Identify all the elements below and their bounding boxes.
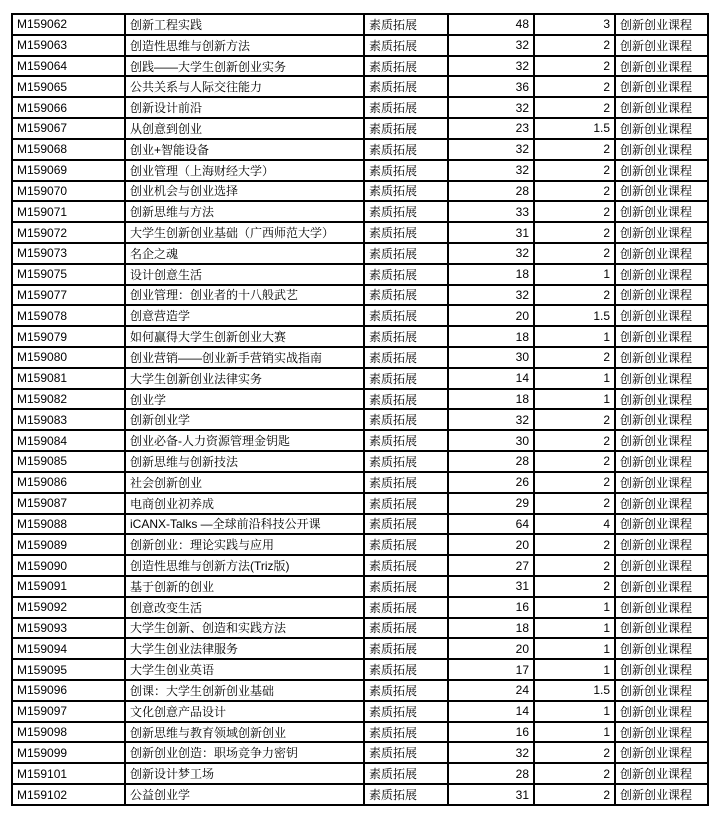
course-type-cell: 创新创业课程 (615, 409, 708, 430)
credits-cell: 1 (534, 638, 615, 659)
hours-cell: 17 (448, 659, 534, 680)
credits-cell: 1 (534, 389, 615, 410)
table-row (12, 722, 708, 743)
category-cell: 素质拓展 (364, 285, 448, 306)
hours-cell: 26 (448, 472, 534, 493)
category-cell: 素质拓展 (364, 181, 448, 202)
credits-cell: 2 (534, 430, 615, 451)
category-cell: 素质拓展 (364, 430, 448, 451)
table-row (12, 576, 708, 597)
hours-cell: 31 (448, 576, 534, 597)
hours-cell: 64 (448, 514, 534, 535)
category-cell: 素质拓展 (364, 493, 448, 514)
category-cell: 素质拓展 (364, 514, 448, 535)
course-type-cell: 创新创业课程 (615, 139, 708, 160)
course-code-cell: M159063 (12, 35, 125, 56)
category-cell: 素质拓展 (364, 97, 448, 118)
course-code-cell: M159086 (12, 472, 125, 493)
course-type-cell: 创新创业课程 (615, 784, 708, 805)
course-code-cell: M159069 (12, 160, 125, 181)
course-type-cell: 创新创业课程 (615, 97, 708, 118)
credits-cell: 1 (534, 597, 615, 618)
table-row (12, 326, 708, 347)
credits-cell: 2 (534, 285, 615, 306)
credits-cell: 2 (534, 243, 615, 264)
category-cell: 素质拓展 (364, 14, 448, 35)
course-code-cell: M159101 (12, 763, 125, 784)
course-code-cell: M159094 (12, 638, 125, 659)
credits-cell: 2 (534, 201, 615, 222)
hours-cell: 30 (448, 430, 534, 451)
category-cell: 素质拓展 (364, 56, 448, 77)
course-name-cell: 创造性思维与创新方法(Triz版) (125, 555, 364, 576)
category-cell: 素质拓展 (364, 160, 448, 181)
credits-cell: 2 (534, 222, 615, 243)
credits-cell: 1.5 (534, 118, 615, 139)
table-row (12, 243, 708, 264)
course-name-cell: 公共关系与人际交往能力 (125, 76, 364, 97)
course-code-cell: M159077 (12, 285, 125, 306)
course-type-cell: 创新创业课程 (615, 201, 708, 222)
credits-cell: 2 (534, 97, 615, 118)
course-type-cell: 创新创业课程 (615, 701, 708, 722)
course-type-cell: 创新创业课程 (615, 118, 708, 139)
category-cell: 素质拓展 (364, 597, 448, 618)
hours-cell: 32 (448, 97, 534, 118)
hours-cell: 18 (448, 389, 534, 410)
course-name-cell: 创新创业：理论实践与应用 (125, 534, 364, 555)
course-type-cell: 创新创业课程 (615, 368, 708, 389)
course-code-cell: M159096 (12, 680, 125, 701)
course-code-cell: M159092 (12, 597, 125, 618)
course-type-cell: 创新创业课程 (615, 35, 708, 56)
hours-cell: 14 (448, 701, 534, 722)
course-code-cell: M159070 (12, 181, 125, 202)
hours-cell: 28 (448, 451, 534, 472)
course-name-cell: 大学生创新创业基础（广西师范大学） (125, 222, 364, 243)
category-cell: 素质拓展 (364, 472, 448, 493)
credits-cell: 1 (534, 264, 615, 285)
credits-cell: 2 (534, 555, 615, 576)
table-row (12, 472, 708, 493)
hours-cell: 20 (448, 305, 534, 326)
course-code-cell: M159089 (12, 534, 125, 555)
course-type-cell: 创新创业课程 (615, 514, 708, 535)
course-name-cell: 如何赢得大学生创新创业大赛 (125, 326, 364, 347)
course-type-cell: 创新创业课程 (615, 264, 708, 285)
credits-cell: 2 (534, 347, 615, 368)
hours-cell: 18 (448, 264, 534, 285)
category-cell: 素质拓展 (364, 35, 448, 56)
course-name-cell: 创业+智能设备 (125, 139, 364, 160)
credits-cell: 4 (534, 514, 615, 535)
course-name-cell: 社会创新创业 (125, 472, 364, 493)
category-cell: 素质拓展 (364, 576, 448, 597)
category-cell: 素质拓展 (364, 659, 448, 680)
credits-cell: 2 (534, 493, 615, 514)
table-row (12, 35, 708, 56)
course-name-cell: 创业管理（上海财经大学） (125, 160, 364, 181)
course-code-cell: M159072 (12, 222, 125, 243)
hours-cell: 32 (448, 409, 534, 430)
course-code-cell: M159081 (12, 368, 125, 389)
category-cell: 素质拓展 (364, 368, 448, 389)
hours-cell: 32 (448, 160, 534, 181)
hours-cell: 31 (448, 784, 534, 805)
course-type-cell: 创新创业课程 (615, 347, 708, 368)
credits-cell: 2 (534, 409, 615, 430)
table-row (12, 659, 708, 680)
hours-cell: 16 (448, 597, 534, 618)
credits-cell: 2 (534, 451, 615, 472)
table-row (12, 347, 708, 368)
course-type-cell: 创新创业课程 (615, 576, 708, 597)
course-name-cell: 创新思维与教育领域创新创业 (125, 722, 364, 743)
hours-cell: 32 (448, 56, 534, 77)
course-code-cell: M159097 (12, 701, 125, 722)
table-row (12, 222, 708, 243)
course-table (11, 13, 709, 806)
course-name-cell: 创新设计前沿 (125, 97, 364, 118)
table-row (12, 597, 708, 618)
hours-cell: 32 (448, 243, 534, 264)
course-type-cell: 创新创业课程 (615, 326, 708, 347)
hours-cell: 36 (448, 76, 534, 97)
course-code-cell: M159064 (12, 56, 125, 77)
table-row (12, 14, 708, 35)
course-code-cell: M159102 (12, 784, 125, 805)
hours-cell: 20 (448, 638, 534, 659)
table-row (12, 451, 708, 472)
course-type-cell: 创新创业课程 (615, 243, 708, 264)
category-cell: 素质拓展 (364, 742, 448, 763)
course-name-cell: 创造性思维与创新方法 (125, 35, 364, 56)
credits-cell: 1.5 (534, 305, 615, 326)
course-name-cell: 创新思维与方法 (125, 201, 364, 222)
course-name-cell: 电商创业初养成 (125, 493, 364, 514)
category-cell: 素质拓展 (364, 534, 448, 555)
course-type-cell: 创新创业课程 (615, 597, 708, 618)
course-name-cell: 创业必备-人力资源管理金钥匙 (125, 430, 364, 451)
course-name-cell: 创新设计梦工场 (125, 763, 364, 784)
category-cell: 素质拓展 (364, 555, 448, 576)
course-name-cell: 创业机会与创业选择 (125, 181, 364, 202)
course-name-cell: 创践——大学生创新创业实务 (125, 56, 364, 77)
table-row (12, 514, 708, 535)
course-type-cell: 创新创业课程 (615, 14, 708, 35)
category-cell: 素质拓展 (364, 347, 448, 368)
table-row (12, 680, 708, 701)
table-row (12, 784, 708, 805)
hours-cell: 32 (448, 139, 534, 160)
hours-cell: 33 (448, 201, 534, 222)
category-cell: 素质拓展 (364, 305, 448, 326)
credits-cell: 2 (534, 784, 615, 805)
course-name-cell: 大学生创新创业法律实务 (125, 368, 364, 389)
credits-cell: 1 (534, 326, 615, 347)
course-type-cell: 创新创业课程 (615, 285, 708, 306)
course-name-cell: 创新思维与创新技法 (125, 451, 364, 472)
table-row (12, 763, 708, 784)
course-code-cell: M159078 (12, 305, 125, 326)
table-row (12, 368, 708, 389)
category-cell: 素质拓展 (364, 638, 448, 659)
course-type-cell: 创新创业课程 (615, 451, 708, 472)
course-code-cell: M159099 (12, 742, 125, 763)
hours-cell: 27 (448, 555, 534, 576)
course-name-cell: 创新创业创造：职场竞争力密钥 (125, 742, 364, 763)
category-cell: 素质拓展 (364, 139, 448, 160)
credits-cell: 1 (534, 368, 615, 389)
credits-cell: 2 (534, 35, 615, 56)
credits-cell: 2 (534, 742, 615, 763)
category-cell: 素质拓展 (364, 409, 448, 430)
table-row (12, 264, 708, 285)
course-code-cell: M159075 (12, 264, 125, 285)
course-type-cell: 创新创业课程 (615, 160, 708, 181)
hours-cell: 30 (448, 347, 534, 368)
course-type-cell: 创新创业课程 (615, 742, 708, 763)
course-name-cell: 从创意到创业 (125, 118, 364, 139)
course-code-cell: M159093 (12, 618, 125, 639)
credits-cell: 1 (534, 659, 615, 680)
course-type-cell: 创新创业课程 (615, 56, 708, 77)
course-table-body (12, 14, 708, 805)
table-row (12, 534, 708, 555)
table-row (12, 430, 708, 451)
course-type-cell: 创新创业课程 (615, 181, 708, 202)
table-row (12, 56, 708, 77)
table-row (12, 139, 708, 160)
credits-cell: 2 (534, 763, 615, 784)
course-type-cell: 创新创业课程 (615, 763, 708, 784)
course-code-cell: M159084 (12, 430, 125, 451)
course-name-cell: 公益创业学 (125, 784, 364, 805)
course-name-cell: 大学生创新、创造和实践方法 (125, 618, 364, 639)
category-cell: 素质拓展 (364, 222, 448, 243)
table-row (12, 742, 708, 763)
hours-cell: 31 (448, 222, 534, 243)
category-cell: 素质拓展 (364, 264, 448, 285)
course-type-cell: 创新创业课程 (615, 493, 708, 514)
course-code-cell: M159062 (12, 14, 125, 35)
table-row (12, 389, 708, 410)
course-type-cell: 创新创业课程 (615, 555, 708, 576)
category-cell: 素质拓展 (364, 389, 448, 410)
credits-cell: 2 (534, 56, 615, 77)
course-type-cell: 创新创业课程 (615, 722, 708, 743)
category-cell: 素质拓展 (364, 701, 448, 722)
course-code-cell: M159082 (12, 389, 125, 410)
table-row (12, 201, 708, 222)
course-code-cell: M159071 (12, 201, 125, 222)
hours-cell: 32 (448, 285, 534, 306)
credits-cell: 2 (534, 472, 615, 493)
course-code-cell: M159083 (12, 409, 125, 430)
credits-cell: 2 (534, 160, 615, 181)
course-code-cell: M159067 (12, 118, 125, 139)
category-cell: 素质拓展 (364, 680, 448, 701)
course-type-cell: 创新创业课程 (615, 680, 708, 701)
course-name-cell: 创新创业学 (125, 409, 364, 430)
category-cell: 素质拓展 (364, 784, 448, 805)
course-type-cell: 创新创业课程 (615, 76, 708, 97)
course-code-cell: M159085 (12, 451, 125, 472)
table-row (12, 285, 708, 306)
credits-cell: 2 (534, 181, 615, 202)
credits-cell: 2 (534, 76, 615, 97)
category-cell: 素质拓展 (364, 76, 448, 97)
course-name-cell: 大学生创业法律服务 (125, 638, 364, 659)
course-code-cell: M159079 (12, 326, 125, 347)
hours-cell: 14 (448, 368, 534, 389)
course-code-cell: M159095 (12, 659, 125, 680)
credits-cell: 2 (534, 576, 615, 597)
course-type-cell: 创新创业课程 (615, 222, 708, 243)
credits-cell: 1 (534, 722, 615, 743)
course-type-cell: 创新创业课程 (615, 638, 708, 659)
hours-cell: 20 (448, 534, 534, 555)
course-type-cell: 创新创业课程 (615, 305, 708, 326)
table-row (12, 701, 708, 722)
course-type-cell: 创新创业课程 (615, 389, 708, 410)
course-type-cell: 创新创业课程 (615, 659, 708, 680)
course-name-cell: 创意改变生活 (125, 597, 364, 618)
credits-cell: 2 (534, 534, 615, 555)
credits-cell: 1 (534, 701, 615, 722)
credits-cell: 1.5 (534, 680, 615, 701)
course-name-cell: 创业学 (125, 389, 364, 410)
table-row (12, 618, 708, 639)
hours-cell: 48 (448, 14, 534, 35)
table-row (12, 555, 708, 576)
credits-cell: 2 (534, 139, 615, 160)
credits-cell: 1 (534, 618, 615, 639)
table-row (12, 76, 708, 97)
category-cell: 素质拓展 (364, 451, 448, 472)
course-code-cell: M159088 (12, 514, 125, 535)
table-row (12, 409, 708, 430)
category-cell: 素质拓展 (364, 326, 448, 347)
table-row (12, 638, 708, 659)
hours-cell: 16 (448, 722, 534, 743)
course-name-cell: 创业管理：创业者的十八般武艺 (125, 285, 364, 306)
table-row (12, 493, 708, 514)
course-name-cell: 创业营销——创业新手营销实战指南 (125, 347, 364, 368)
course-name-cell: 大学生创业英语 (125, 659, 364, 680)
category-cell: 素质拓展 (364, 118, 448, 139)
category-cell: 素质拓展 (364, 243, 448, 264)
hours-cell: 32 (448, 35, 534, 56)
course-name-cell: iCANX-Talks —全球前沿科技公开课 (125, 514, 364, 535)
category-cell: 素质拓展 (364, 722, 448, 743)
course-code-cell: M159090 (12, 555, 125, 576)
course-code-cell: M159091 (12, 576, 125, 597)
credits-cell: 3 (534, 14, 615, 35)
hours-cell: 32 (448, 742, 534, 763)
table-row (12, 118, 708, 139)
course-name-cell: 名企之魂 (125, 243, 364, 264)
course-type-cell: 创新创业课程 (615, 618, 708, 639)
course-name-cell: 创意营造学 (125, 305, 364, 326)
course-type-cell: 创新创业课程 (615, 430, 708, 451)
course-code-cell: M159066 (12, 97, 125, 118)
table-row (12, 181, 708, 202)
course-code-cell: M159087 (12, 493, 125, 514)
hours-cell: 18 (448, 618, 534, 639)
course-type-cell: 创新创业课程 (615, 472, 708, 493)
course-type-cell: 创新创业课程 (615, 534, 708, 555)
course-name-cell: 文化创意产品设计 (125, 701, 364, 722)
course-code-cell: M159073 (12, 243, 125, 264)
hours-cell: 28 (448, 763, 534, 784)
hours-cell: 28 (448, 181, 534, 202)
category-cell: 素质拓展 (364, 201, 448, 222)
course-code-cell: M159098 (12, 722, 125, 743)
table-row (12, 97, 708, 118)
course-code-cell: M159068 (12, 139, 125, 160)
hours-cell: 24 (448, 680, 534, 701)
course-code-cell: M159065 (12, 76, 125, 97)
category-cell: 素质拓展 (364, 763, 448, 784)
course-name-cell: 设计创意生活 (125, 264, 364, 285)
course-code-cell: M159080 (12, 347, 125, 368)
table-row (12, 160, 708, 181)
course-name-cell: 创课：大学生创新创业基础 (125, 680, 364, 701)
hours-cell: 23 (448, 118, 534, 139)
table-row (12, 305, 708, 326)
course-name-cell: 创新工程实践 (125, 14, 364, 35)
course-name-cell: 基于创新的创业 (125, 576, 364, 597)
hours-cell: 29 (448, 493, 534, 514)
category-cell: 素质拓展 (364, 618, 448, 639)
hours-cell: 18 (448, 326, 534, 347)
